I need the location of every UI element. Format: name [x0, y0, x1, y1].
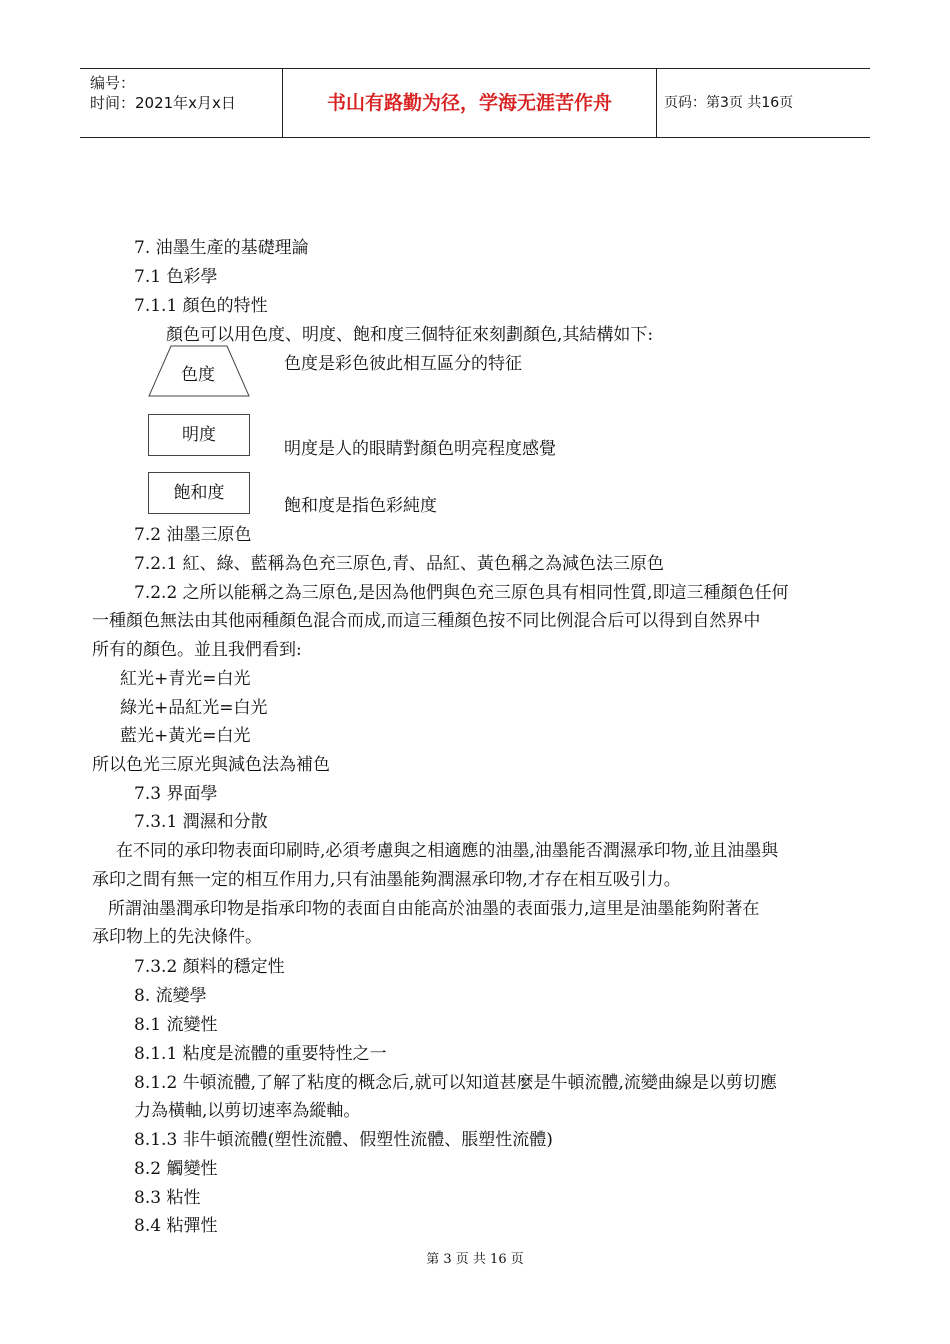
- hue-description: 色度是彩色彼此相互區分的特征: [284, 354, 522, 374]
- section-7-2-2-line1: 7.2.2 之所以能稱之為三原色,是因為他們與色充三原色具有相同性質,即這三種顏色任何: [134, 583, 789, 603]
- surface-energy-line1: 所謂油墨潤承印物是指承印物的表面自由能高於油墨的表面張力,這里是油墨能夠附著在: [108, 899, 760, 919]
- section-7-1: 7.1 色彩學: [134, 267, 218, 287]
- page-footer: 第 3 页 共 16 页: [426, 1252, 524, 1267]
- section-7-1-1: 7.1.1 顏色的特性: [134, 296, 268, 316]
- section-8-3: 8.3 粘性: [134, 1188, 201, 1208]
- brightness-box: 明度: [148, 414, 250, 456]
- section-8-4: 8.4 粘彈性: [134, 1216, 218, 1236]
- section-8-title: 8. 流變學: [134, 986, 207, 1006]
- number-label: 编号：: [90, 74, 136, 92]
- saturation-box: 飽和度: [148, 472, 250, 514]
- header-motto: 书山有路勤为径，学海无涯苦作舟: [283, 69, 657, 137]
- color-intro-text: 顏色可以用色度、明度、飽和度三個特征來刻劃顏色,其結構如下:: [166, 325, 654, 345]
- brightness-description: 明度是人的眼睛對顏色明亮程度感覺: [284, 439, 556, 459]
- section-7-2: 7.2 油墨三原色: [134, 525, 252, 545]
- wetting-paragraph-line2: 承印之間有無一定的相互作用力,只有油墨能夠潤濕承印物,才存在相互吸引力。: [92, 870, 681, 890]
- page-header: [80, 68, 870, 138]
- section-8-1: 8.1 流變性: [134, 1015, 218, 1035]
- complementary-statement: 所以色光三原光與減色法為補色: [92, 755, 330, 775]
- saturation-description: 飽和度是指色彩純度: [284, 496, 437, 516]
- section-8-2: 8.2 觸變性: [134, 1159, 218, 1179]
- section-8-1-3: 8.1.3 非牛頓流體(塑性流體、假塑性流體、脹塑性流體): [134, 1130, 553, 1150]
- section-7-2-1: 7.2.1 紅、綠、藍稱為色充三原色,青、品紅、黃色稱之為減色法三原色: [134, 554, 665, 574]
- section-7-3-2: 7.3.2 顏料的穩定性: [134, 957, 285, 977]
- equation-blue-yellow: 藍光+黃光=白光: [120, 726, 251, 746]
- section-8-1-2-line2: 力為橫軸,以剪切速率為縱軸。: [134, 1101, 361, 1121]
- section-8-1-2-line1: 8.1.2 牛頓流體,了解了粘度的概念后,就可以知道甚麼是牛頓流體,流變曲線是以剪切應: [134, 1073, 777, 1093]
- hue-box-label: 色度: [181, 365, 215, 385]
- section-7-3-1: 7.3.1 潤濕和分散: [134, 812, 268, 832]
- section-8-1-1: 8.1.1 粘度是流體的重要特性之一: [134, 1044, 387, 1064]
- section-7-2-2-line2: 一種顏色無法由其他兩種顏色混合而成,而這三種顏色按不同比例混合后可以得到自然界中: [92, 611, 761, 631]
- equation-red-cyan: 紅光+青光=白光: [120, 669, 251, 689]
- wetting-paragraph-line1: 在不同的承印物表面印刷時,必須考慮與之相適應的油墨,油墨能否潤濕承印物,並且油墨與: [116, 841, 779, 861]
- surface-energy-line2: 承印物上的先決條件。: [92, 927, 262, 947]
- section-7-3: 7.3 界面學: [134, 784, 218, 804]
- equation-green-magenta: 綠光+品紅光=白光: [120, 698, 268, 718]
- section-7-title: 7. 油墨生產的基礎理論: [134, 238, 309, 258]
- time-label: 时间：2021年x月x日: [90, 94, 236, 112]
- section-7-2-2-line3: 所有的顏色。並且我們看到:: [92, 640, 302, 660]
- header-meta-cell: [80, 69, 283, 137]
- header-page-info: 页码：第3页 共16页: [664, 95, 794, 111]
